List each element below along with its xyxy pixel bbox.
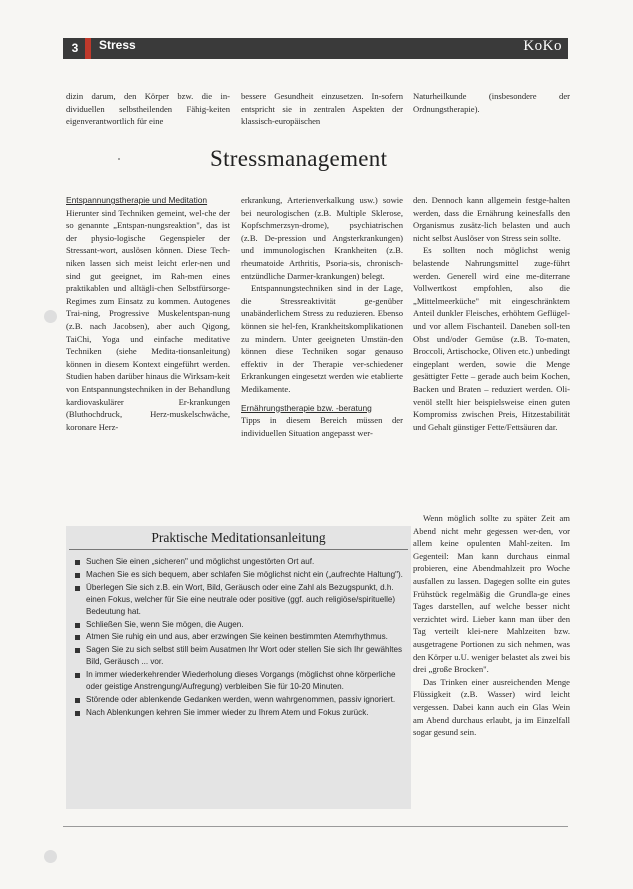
paragraph: Tipps in diesem Bereich müssen der individuellen Situation angepasst wer- bbox=[241, 415, 403, 438]
paragraph: Es sollten noch möglichst wenig belastende Nahrungsmittel zuge-führt werden. Generell wird eine me-diterrane Vollwertkost empfohlen, also die „Mittelmeerküche" mit eingeschränktem Anteil dunkler Fleisches, erhöhtem Geflügel- und vor allem Fischanteil. Daneben soll-ten Obst und/oder Gemüse (z.B. To-maten, Broccoli, Artischocke, Oliven etc.) unbedingt eingeplant werden, sowie die Menge gesättigter Fette – gerade auch beim Kochen, Backen und Braten – reduziert werden. Oli-venöl stellt hier beispielsweise einen guten Kompromiss zwischen Preis, Hitzestabilität und Gehalt günstiger Fette/Fettsäuren dar. bbox=[413, 245, 570, 432]
square-bullet-icon bbox=[75, 573, 80, 578]
footer-rule bbox=[63, 826, 568, 827]
square-bullet-icon bbox=[75, 673, 80, 678]
paragraph: erkrankung, Arterienverkalkung usw.) sowie bei neurologischen (z.B. Multiple Sklerose, Kopfschmerzsyn-drome), psychiatrischen (z.B. De-pression und Angsterkrankungen) und immunologischen Krankheiten (z.B. rheumatoide Arthritis, Psoria-sis, chronisch-entzündliche Darmer-krankungen) belegt. bbox=[241, 195, 403, 281]
paragraph: Wenn möglich sollte zu später Zeit am Abend nicht mehr gegessen wer-den, vor allem keine opulenten Mahl-zeiten. Im Gegenteil: Man kann durchaus einmal probieren, eine Abendmahlzeit pro Woche ausfallen zu lassen. Dagegen sollte ein gutes Frühstück regelmäßig die Grundla-ge eines Tages darstellen, auf welche besser nicht verzichtet wird. Lieber kann man über den Tag verteilt klei-nere Mahlzeiten bzw. ausgetragene Portionen zu sich nehmen, was den Körper u.U. weniger belastet als zwei bis drei „große Brocken". bbox=[413, 513, 570, 675]
subhead-nutrition: Ernährungstherapie bzw. -beratung bbox=[241, 402, 372, 413]
list-item bbox=[74, 669, 404, 693]
punch-hole bbox=[44, 310, 57, 323]
article-column-3 bbox=[413, 194, 570, 433]
top-column-3 bbox=[413, 90, 570, 115]
paragraph: Entspannungstechniken sind in der Lage, die Stressreaktivität ge-genüber unabänderlichem Stress zu reduzieren. Ebenso können sie hel-fen, Krankheitskomplikationen zu mindern. Unter geeigneten Umstän-den können diese Techniken sogar genauso effektiv in der Therapie ver-schiedener Erkrankungen eingesetzt werden wie etablierte Medikamente. bbox=[241, 283, 403, 394]
list-item bbox=[74, 582, 404, 618]
list-item-text: Suchen Sie einen „sicheren" und möglichst ungestörten Ort auf. bbox=[86, 557, 315, 566]
top-text-2: bessere Gesundheit einzusetzen. In-sofern entspricht sie in zentralen Aspekten der klassisch-europäischen bbox=[241, 91, 403, 127]
square-bullet-icon bbox=[75, 711, 80, 716]
box-title: Praktische Meditationsanleitung bbox=[151, 530, 326, 545]
punch-hole bbox=[44, 850, 57, 863]
top-column-2 bbox=[241, 90, 403, 128]
list-item bbox=[74, 694, 404, 706]
article-column-3-lower bbox=[413, 512, 570, 739]
square-bullet-icon bbox=[75, 635, 80, 640]
square-bullet-icon bbox=[75, 623, 80, 628]
list-item-text: Störende oder ablenkende Gedanken werden, wenn wahrgenommen, passiv ignoriert. bbox=[86, 694, 396, 704]
list-item bbox=[74, 631, 404, 643]
list-item-text: Sagen Sie zu sich selbst still beim Ausatmen Ihr Wort oder stellen Sie sich Ihr gewähltes Bild, Geräusch ... vor. bbox=[86, 645, 403, 667]
stray-mark bbox=[118, 158, 120, 160]
list-item-text: Nach Ablenkungen kehren Sie immer wieder zu Ihrem Atem und Fokus zurück. bbox=[86, 707, 369, 717]
top-text-3: Naturheilkunde (insbesondere der Ordnungstherapie). bbox=[413, 91, 570, 114]
article-column-2 bbox=[241, 194, 403, 439]
square-bullet-icon bbox=[75, 586, 80, 591]
top-column-1 bbox=[66, 90, 230, 128]
list-item bbox=[74, 644, 404, 668]
box-divider bbox=[69, 549, 408, 550]
page-number: 3 bbox=[71, 41, 79, 55]
list-item-text: Überlegen Sie sich z.B. ein Wort, Bild, Geräusch oder eine Zahl als Bezugspunkt, d.h. einen Fokus, welcher für Sie eine neutrale oder positive (ggf. auch religiöse/spirituelle) Bedeutung hat. bbox=[86, 582, 396, 616]
paragraph: den. Dennoch kann allgemein festge-halten werden, dass die Ernährung keinesfalls den Organismus zusätz-lich belasten und auch nicht selbst Auslöser von Stress sein sollte. bbox=[413, 195, 570, 243]
header-accent-bar bbox=[85, 38, 91, 59]
list-item bbox=[74, 569, 404, 581]
square-bullet-icon bbox=[75, 698, 80, 703]
brand-logo: KoKo bbox=[523, 38, 562, 54]
paragraph: Hierunter sind Techniken gemeint, wel-che der so genannte „Entspan-nungsreaktion", das ist der physio-logische Gegenspieler der Stressant-wort, auslösen können. Diese Tech-niken lassen sich meist leicht erler-nen und sind gut geeignet, im Rah-men eines praktikablen und alltägli-chen Selbstfürsorge-Regimes zum Einsatz zu kommen. Autogenes Trai-ning, Progressive Muskelentspan-nung (z.B. nach Jacobsen), aber auch Qigong, TaiChi, Yoga und einfache meditative Techniken (siehe Medita-tionsanleitung) können in diesem Kontext eingeführt werden. Studien haben darüber hinaus die Wirksam-keit von Entspannungstechniken in der Behandlung kardiovaskulärer Er-krankungen (Bluthochdruck, Herz-muskelschwäche, koronare Herz- bbox=[66, 207, 230, 432]
square-bullet-icon bbox=[75, 560, 80, 565]
meditation-guide-box bbox=[66, 526, 411, 809]
list-item bbox=[74, 619, 404, 631]
top-text-1: dizin darum, den Körper bzw. die in-dividuellen selbstheilenden Fähig-keiten eigenverantwortlich für eine bbox=[66, 91, 230, 127]
list-item-text: In immer wiederkehrender Wiederholung dieses Vorgangs (möglichst ohne körperliche oder geistige Anstrengung/Aufregung) verbleiben Sie für 10-20 Minuten. bbox=[86, 670, 396, 692]
meditation-steps-list bbox=[74, 556, 404, 720]
section-title: Stress bbox=[99, 38, 136, 52]
page-header bbox=[63, 38, 568, 59]
list-item-text: Machen Sie es sich bequem, aber schlafen Sie möglichst nicht ein („aufrechte Haltung"). bbox=[86, 569, 403, 579]
list-item bbox=[74, 707, 404, 719]
list-item-text: Schließen Sie, wenn Sie mögen, die Augen. bbox=[86, 619, 244, 629]
list-item-text: Atmen Sie ruhig ein und aus, aber erzwingen Sie keinen bestimmten Atemrhythmus. bbox=[86, 632, 388, 642]
article-title: Stressmanagement bbox=[210, 146, 388, 171]
paragraph: Das Trinken einer ausreichenden Menge Flüssigkeit (z.B. Wasser) wird leicht vergessen. Dabei kann auch ein Glas Wein am Abend durchaus erlaubt, ja im Einzelfall sogar gesund sein. bbox=[413, 676, 570, 738]
list-item bbox=[74, 556, 404, 568]
article-column-1 bbox=[66, 194, 230, 433]
square-bullet-icon bbox=[75, 648, 80, 653]
subhead-relaxation: Entspannungstherapie und Meditation bbox=[66, 195, 208, 205]
